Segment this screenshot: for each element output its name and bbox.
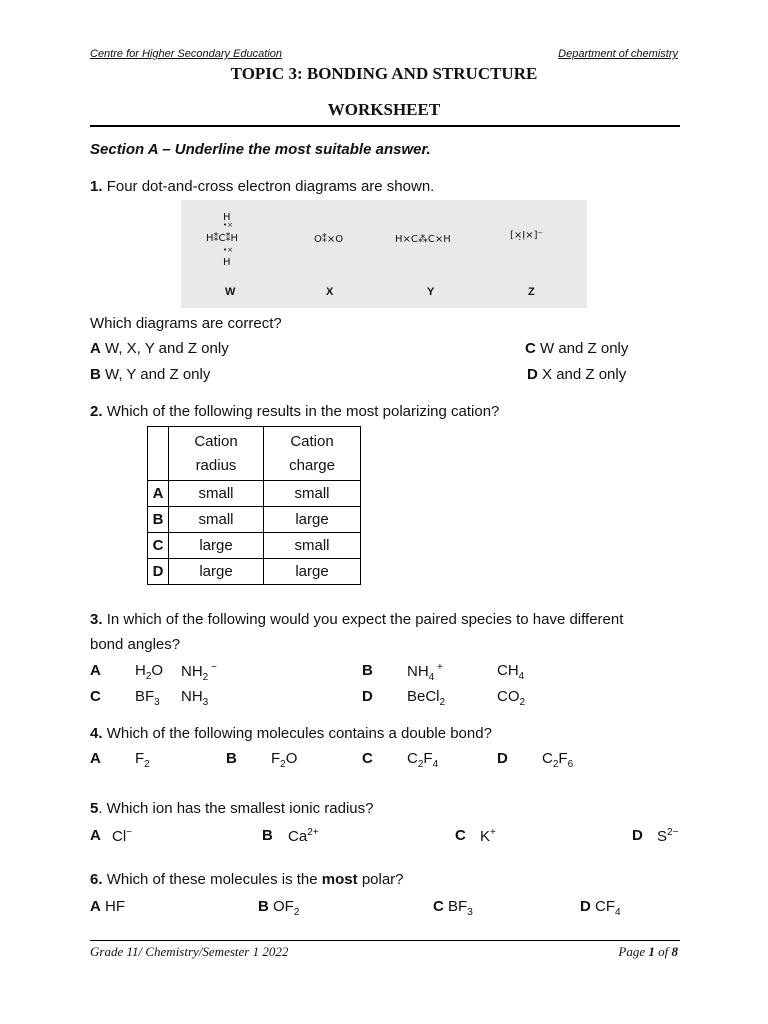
q4-a-molecule: $F_2$ (135, 750, 150, 770)
q3-c-species-1: $BF_3$ (135, 688, 160, 708)
q5-letter-a: A (90, 827, 101, 844)
footer-page-number: Page 1 of 8 (618, 944, 678, 959)
diagram-label-x: X (326, 286, 334, 298)
q4-letter-a: A (90, 750, 101, 767)
q3-c-species-2: $NH_3$ (181, 688, 209, 708)
q3-letter-b: B (362, 662, 373, 679)
question-3: 3. In which of the following would you expect the paired species to have different (90, 611, 624, 628)
q4-letter-b: B (226, 750, 237, 767)
q5-b-ion: $Ca^{2+}$ (288, 827, 319, 845)
question-number: 1. (90, 178, 103, 195)
q5-letter-d: D (632, 827, 643, 844)
header-department: Department of chemistry (558, 48, 678, 60)
question-1 (90, 178, 434, 195)
section-a-heading: Section A – Underline the most suitable answer. (90, 141, 431, 158)
q6-option-b: B $OF_2$ (258, 898, 300, 918)
q3-a-species-2: $NH_2$ − (181, 662, 217, 683)
diagram-label-w: W (225, 286, 236, 298)
q1-prompt: Which diagrams are correct? (90, 315, 282, 332)
q1-option-d: D X and Z only (527, 366, 627, 383)
q3-letter-a: A (90, 662, 101, 679)
question-text: Four dot-and-cross electron diagrams are shown. (106, 178, 435, 195)
question-6: 6. Which of these molecules is the most polar? (90, 871, 404, 888)
q3-letter-d: D (362, 688, 373, 705)
table-row: A small small (148, 481, 361, 507)
q1-option-b: B W, Y and Z only (90, 366, 211, 383)
q5-a-ion: Cl− (112, 827, 133, 845)
table-row: B small large (148, 507, 361, 533)
q5-d-ion: $S^{2-}$ (657, 827, 679, 845)
q3-d-species-2: $CO_2$ (497, 688, 526, 708)
table-row: C large small (148, 533, 361, 559)
q3-a-species-1: $H_2O$ (135, 662, 164, 682)
q6-option-c: C $BF_3$ (433, 898, 473, 918)
q4-letter-c: C (362, 750, 373, 767)
q3-letter-c: C (90, 688, 101, 705)
q4-b-molecule: $F_2O$ (271, 750, 298, 770)
question-3-line2: bond angles? (90, 636, 181, 653)
cation-table (147, 426, 361, 585)
diagram-x: O⁑×O (314, 234, 344, 245)
question-5: 5. Which ion has the smallest ionic radius? (90, 800, 374, 817)
q3-b-species-1: $NH_4$ + (407, 662, 443, 683)
q4-c-molecule: $C_2F_4$ (407, 750, 439, 770)
footer-course: Grade 11/ Chemistry/Semester 1 2022 (90, 944, 289, 959)
q6-option-d: D $CF_4$ (580, 898, 621, 918)
q1-option-c: C W and Z only (525, 340, 629, 357)
topic-title: TOPIC 3: BONDING AND STRUCTURE (230, 64, 538, 83)
table-row: D large large (148, 559, 361, 585)
diagram-label-z: Z (528, 286, 535, 298)
question-2: 2. Which of the following results in the most polarizing cation? (90, 403, 500, 420)
electron-diagrams-image: H •× H⁑C⁑H •× H O⁑×O H×C⁂C×H [×̣Ị×]⁻ W X Y Z (181, 200, 587, 308)
worksheet-title: WORKSHEET (327, 100, 441, 119)
q3-b-species-2: $CH_4$ (497, 662, 525, 682)
diagram-y: H×C⁂C×H (395, 234, 451, 245)
question-4: 4. Which of the following molecules contains a double bond? (90, 725, 492, 742)
q5-letter-b: B (262, 827, 273, 844)
header-institution: Centre for Higher Secondary Education (90, 48, 282, 60)
q1-option-a: A W, X, Y and Z only (90, 340, 229, 357)
diagram-label-y: Y (427, 286, 435, 298)
diagram-z: [×̣Ị×]⁻ (510, 230, 543, 241)
header-radius: Cation radius (169, 427, 264, 481)
q6-option-a: A HF (90, 898, 126, 915)
header-rule (90, 125, 680, 127)
header-charge: Cation charge (264, 427, 361, 481)
q4-letter-d: D (497, 750, 508, 767)
q4-d-molecule: $C_2F_6$ (542, 750, 574, 770)
footer-rule (90, 940, 680, 941)
q3-d-species-1: BeCl$_2$ (407, 688, 446, 708)
q5-c-ion: K+ (480, 827, 496, 845)
q5-letter-c: C (455, 827, 466, 844)
